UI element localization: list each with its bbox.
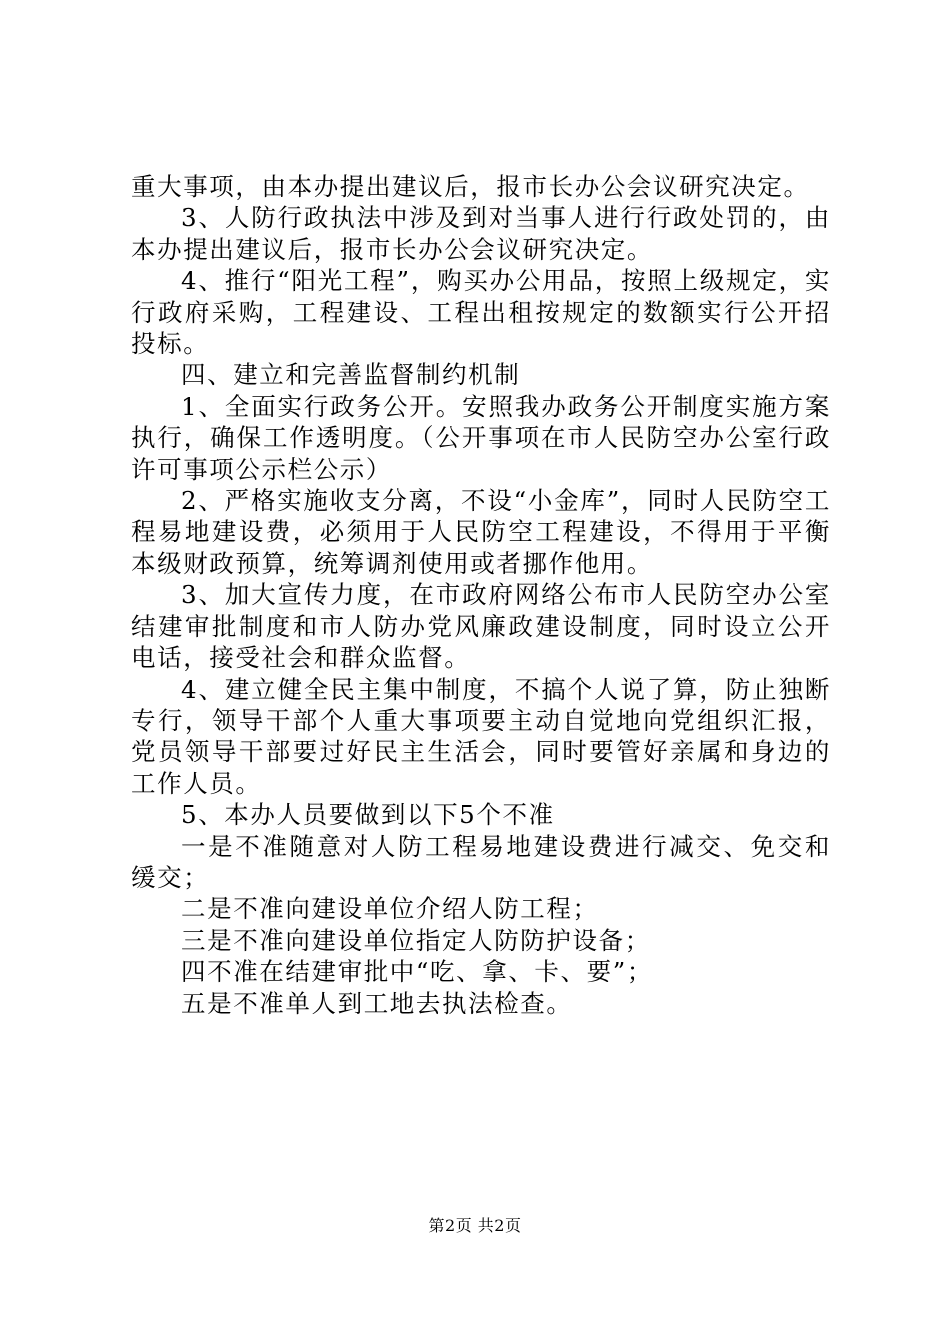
list-item: 三是不准向建设单位指定人防防护设备； [181, 925, 651, 955]
paragraph: 5、本办人员要做到以下5个不准 [181, 800, 555, 830]
paragraph: 2、严格实施收支分离，不设“小金库”，同时人民防空工程易地建设费，必须用于人民防空工程建设，不得用于平衡本级财政预算，统筹调剂使用或者挪作他用。 [131, 486, 831, 578]
paragraph: 1、全面实行政务公开。安照我办政务公开制度实施方案执行，确保工作透明度。（公开事项在市人民防空办公室行政许可事项公示栏公示） [131, 391, 831, 484]
paragraph: 4、推行“阳光工程”，购买办公用品，按照上级规定，实行政府采购，工程建设、工程出租按规定的数额实行公开招投标。 [131, 266, 831, 359]
list-item: 一是不准随意对人防工程易地建设费进行减交、免交和缓交； [131, 831, 831, 892]
section-heading: 四、建立和完善监督制约机制 [181, 360, 521, 390]
paragraph: 3、加大宣传力度，在市政府网络公布市人民防空办公室结建审批制度和市人防办党风廉政建设制度，同时设立公开电话，接受社会和群众监督。 [131, 580, 831, 673]
list-item: 五是不准单人到工地去执法检查。 [181, 988, 573, 1018]
list-item: 四不准在结建审批中“吃、拿、卡、要”； [181, 957, 653, 987]
page-number-footer: 第2页 共2页 [428, 1216, 522, 1235]
paragraph: 4、建立健全民主集中制度，不搞个人说了算，防止独断专行，领导干部个人重大事项要主动自觉地向党组织汇报，党员领导干部要过好民主生活会，同时要管好亲属和身边的工作人员。 [131, 674, 831, 798]
document-body [131, 171, 831, 1019]
list-item: 二是不准向建设单位介绍人防工程； [181, 894, 599, 924]
paragraph: 重大事项，由本办提出建议后，报市长办公会议研究决定。 [131, 172, 810, 201]
paragraph: 3、人防行政执法中涉及到对当事人进行行政处罚的，由本办提出建议后，报市长办公会议研究决定。 [131, 203, 831, 264]
